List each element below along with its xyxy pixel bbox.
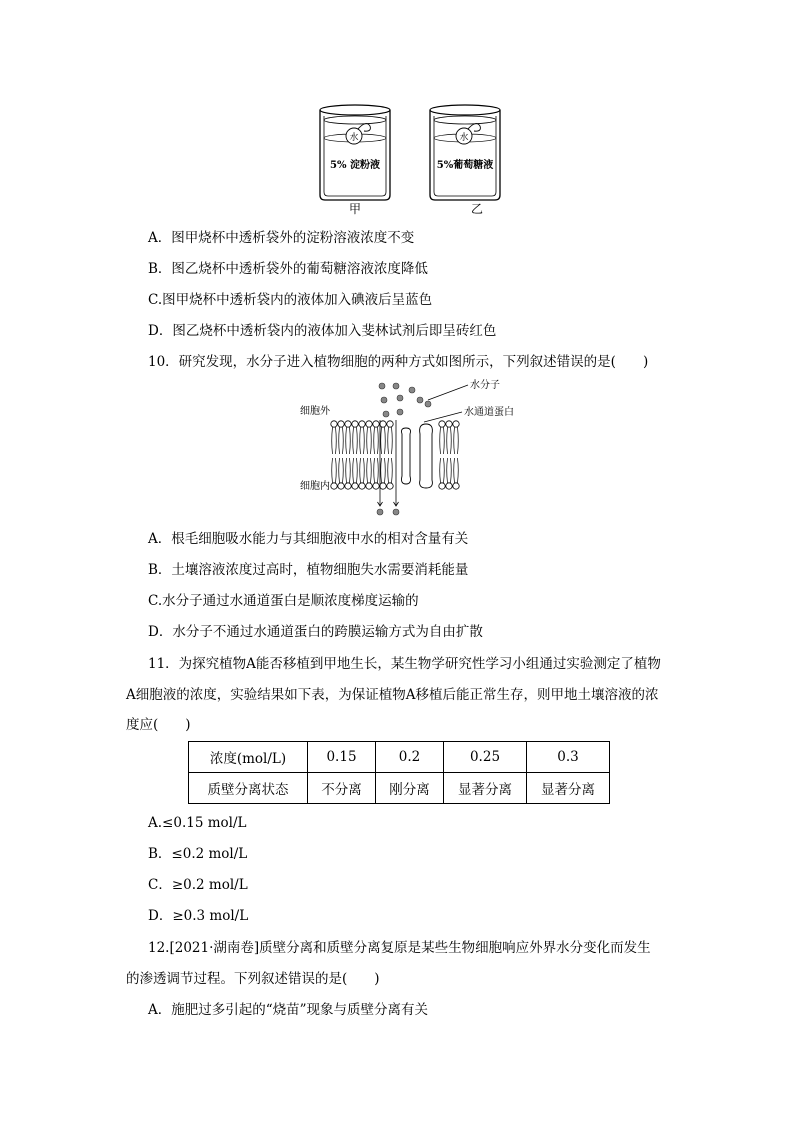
table-cell: 0.2 <box>376 742 444 773</box>
lipid-tail <box>332 458 337 483</box>
beaker-left <box>320 105 390 200</box>
lipid-tail <box>440 458 445 483</box>
water-molecule <box>397 395 403 401</box>
label-outside: 细胞外 <box>300 406 330 417</box>
water-channel-protein <box>402 424 433 488</box>
liquid-label-left: 5% 淀粉液 <box>330 160 380 171</box>
table-row <box>189 773 610 804</box>
label-water: 水分子 <box>470 380 500 391</box>
lipid-tail <box>447 427 452 454</box>
q10-stem: 10．研究发现，水分子进入植物细胞的两种方式如图所示，下列叙述错误的是( ) <box>148 354 649 370</box>
lipid-head <box>331 421 337 427</box>
table-row <box>189 742 610 773</box>
lipid-head <box>345 421 351 427</box>
lipid-head <box>380 421 386 427</box>
phospholipid-bilayer <box>331 421 459 489</box>
q12-stem-line2: 的渗透调节过程。下列叙述错误的是( ) <box>126 971 380 987</box>
water-molecule <box>379 383 385 389</box>
lipid-head <box>366 421 372 427</box>
q9-option-c: C.图甲烧杯中透析袋内的液体加入碘液后呈蓝色 <box>148 292 433 308</box>
table-cell: 显著分离 <box>527 773 610 804</box>
lipid-tail <box>447 458 452 483</box>
lipid-tail <box>346 458 351 483</box>
water-molecule <box>383 411 389 417</box>
water-molecule <box>381 397 387 403</box>
lipid-tail <box>374 427 379 454</box>
lipid-head <box>439 483 445 489</box>
q10-option-b: B．土壤溶液浓度过高时，植物细胞失水需要消耗能量 <box>148 562 469 578</box>
table-cell: 0.15 <box>308 742 376 773</box>
lipid-head <box>373 483 379 489</box>
lipid-tail <box>388 458 393 483</box>
lipid-head <box>439 421 445 427</box>
caption-right: 乙 <box>470 202 484 216</box>
lipid-head <box>338 483 344 489</box>
water-molecule <box>393 509 399 515</box>
lipid-tail <box>388 427 393 454</box>
table-cell: 质壁分离状态 <box>189 773 308 804</box>
q9-option-d: D．图乙烧杯中透析袋内的液体加入斐林试剂后即呈砖红色 <box>148 323 497 339</box>
lipid-tail <box>367 458 372 483</box>
lipid-head <box>373 421 379 427</box>
q11-stem-line2: A细胞液的浓度，实验结果如下表，为保证植物A移植后能正常生存，则甲地土壤溶液的浓 <box>126 687 659 703</box>
q10-option-a: A．根毛细胞吸水能力与其细胞液中水的相对含量有关 <box>148 531 469 547</box>
water-molecule <box>425 401 431 407</box>
lipid-tail <box>454 458 459 483</box>
table-cell: 0.3 <box>527 742 610 773</box>
lipid-head <box>359 421 365 427</box>
q11-stem-line3: 度应( ) <box>126 717 191 733</box>
lipid-head <box>352 483 358 489</box>
lipid-tail <box>360 458 365 483</box>
liquid-label-right: 5%葡萄糖液 <box>436 160 494 171</box>
table-cell: 不分离 <box>308 773 376 804</box>
lipid-tail <box>381 458 386 483</box>
water-molecule <box>393 383 399 389</box>
lipid-head <box>352 421 358 427</box>
water-molecule <box>409 387 415 393</box>
q11-option-a: A.≤0.15 mol/L <box>148 815 247 831</box>
q10-option-d: D．水分子不通过水通道蛋白的跨膜运输方式为自由扩散 <box>148 624 483 640</box>
q11-option-b: B．≤0.2 mol/L <box>148 846 248 862</box>
lipid-head <box>345 483 351 489</box>
table-cell: 浓度(mol/L) <box>189 742 308 773</box>
water-molecule <box>397 409 403 415</box>
lipid-tail <box>367 427 372 454</box>
label-inside: 细胞内 <box>300 481 330 492</box>
lipid-tail <box>360 427 365 454</box>
caption-left: 甲 <box>348 202 362 216</box>
lipid-head <box>446 483 452 489</box>
lipid-tail <box>454 427 459 454</box>
q11-option-c: C．≥0.2 mol/L <box>148 877 248 893</box>
lipid-tail <box>440 427 445 454</box>
lipid-head <box>446 421 452 427</box>
table-cell: 显著分离 <box>444 773 527 804</box>
lipid-tail <box>339 427 344 454</box>
lipid-tail <box>353 427 358 454</box>
bag-label-left: 水 <box>349 133 359 143</box>
beaker-right <box>430 105 500 200</box>
q9-option-b: B．图乙烧杯中透析袋外的葡萄糖溶液浓度降低 <box>148 261 428 277</box>
q12-option-a: A．施肥过多引起的“烧苗”现象与质壁分离有关 <box>148 1002 429 1018</box>
lipid-head <box>453 483 459 489</box>
lipid-head <box>331 483 337 489</box>
q12-stem-line1: 12.[2021·湖南卷]质壁分离和质壁分离复原是某些生物细胞响应外界水分变化而发生 <box>148 940 651 956</box>
membrane-figure <box>296 376 536 522</box>
lipid-head <box>366 483 372 489</box>
label-channel: 水通道蛋白 <box>464 407 514 418</box>
q11-option-d: D．≥0.3 mol/L <box>148 908 249 924</box>
q9-option-a: A．图甲烧杯中透析袋外的淀粉溶液浓度不变 <box>148 230 415 246</box>
lipid-head <box>380 483 386 489</box>
q11-stem-line1: 11．为探究植物A能否移植到甲地生长，某生物学研究性学习小组通过实验测定了植物 <box>148 656 661 672</box>
beaker-figure <box>310 100 510 218</box>
table-cell: 0.25 <box>444 742 527 773</box>
q10-option-c: C.水分子通过水通道蛋白是顺浓度梯度运输的 <box>148 593 419 609</box>
lipid-head <box>338 421 344 427</box>
concentration-table <box>188 741 610 804</box>
table-cell: 刚分离 <box>376 773 444 804</box>
lipid-head <box>387 483 393 489</box>
lipid-head <box>359 483 365 489</box>
lipid-tail <box>346 427 351 454</box>
lipid-tail <box>339 458 344 483</box>
lipid-tail <box>353 458 358 483</box>
lipid-head <box>387 421 393 427</box>
lipid-tail <box>374 458 379 483</box>
lipid-tail <box>381 427 386 454</box>
water-molecule <box>417 397 423 403</box>
lipid-head <box>453 421 459 427</box>
water-molecule <box>377 509 383 515</box>
lipid-tail <box>332 427 337 454</box>
bag-label-right: 水 <box>459 133 469 143</box>
